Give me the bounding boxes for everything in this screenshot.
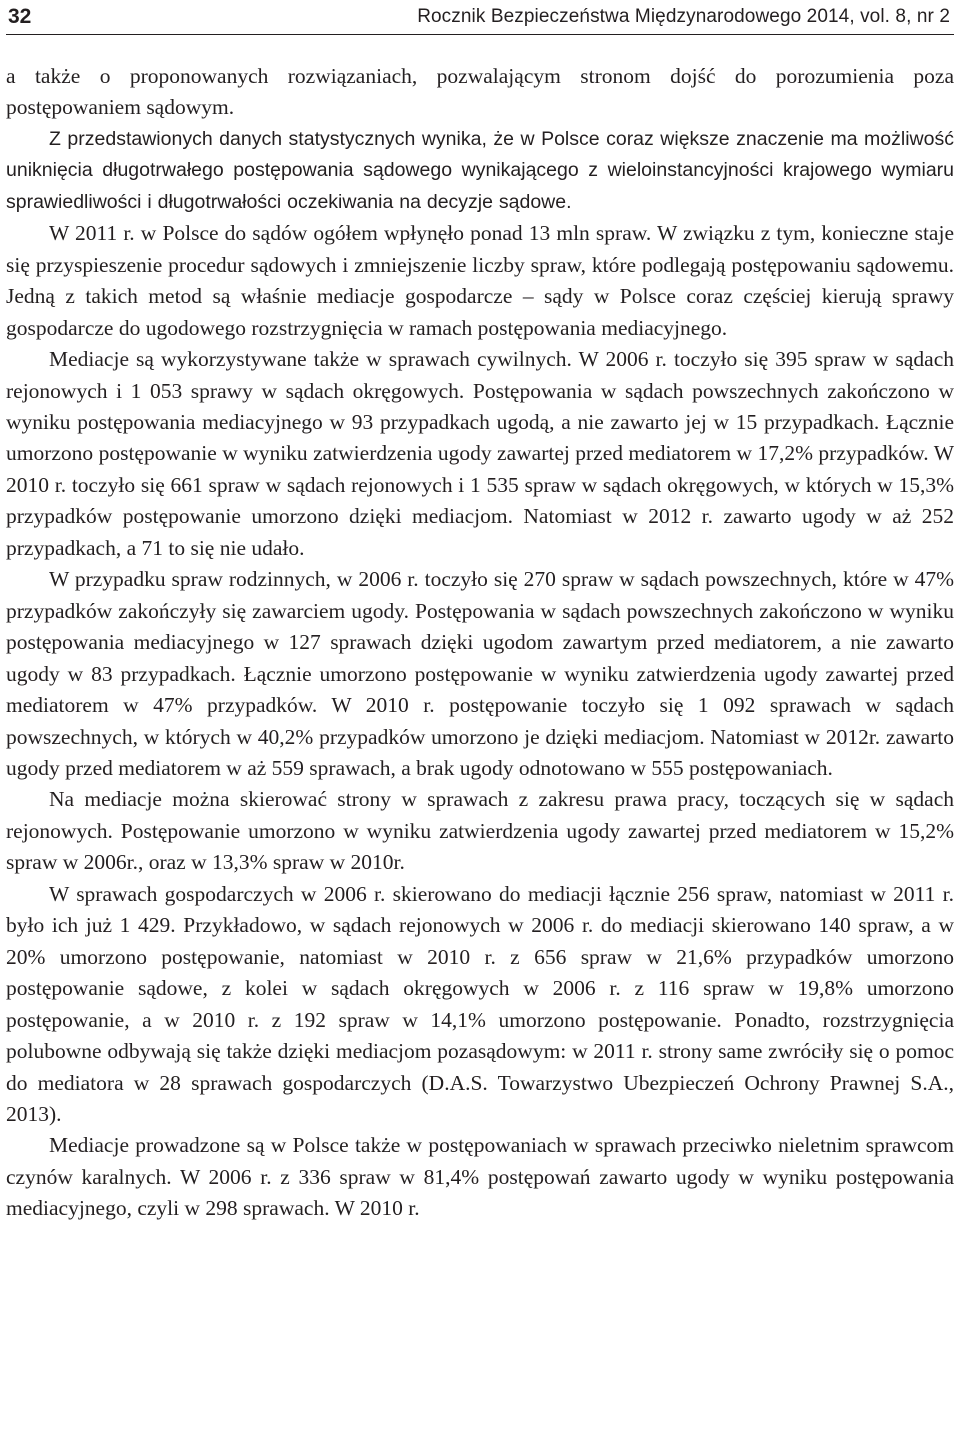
paragraph-continuation: a także o proponowanych rozwiązaniach, pozwalającym stronom dojść do porozumienia poza postępowaniem sądowym. <box>6 64 954 120</box>
paragraph-statistics-intro: Z przedstawionych danych statystycznych wynika, że w Polsce coraz większe znaczenie ma możliwość uniknięcia długotrwałego postępowania sądowego wynikającego z wieloinstancyjności krajowego wymiaru sprawiedliwości i długotrwałości oczekiwania na decyzje sądowe. <box>6 127 954 213</box>
body-text <box>6 61 954 1225</box>
paragraph-juvenile-cases: Mediacje prowadzone są w Polsce także w postępowaniach w sprawach przeciwko nieletnim sprawcom czynów karalnych. W 2006 r. z 336 spraw w 81,4% postępowań zawarto ugody w wyniku postępowania mediacyjnego, czyli w 298 sprawach. W 2010 r. <box>6 1133 954 1221</box>
paragraph-commercial-cases: W sprawach gospodarczych w 2006 r. skierowano do mediacji łącznie 256 spraw, natomiast w 2011 r. było ich już 1 429. Przykładowo, w sądach rejonowych w 2006 r. do mediacji skierowano 140 spraw, a w 20% umorzono postępowanie, natomiast w 2010 r. z 656 spraw w 21,6% przypadków umorzono postępowanie sądowe, z kolei w sądach okręgowych w 2006 r. z 116 spraw w 19,8% umorzono postępowanie, a w 2010 r. z 192 spraw w 14,1% umorzono postępowanie. Ponadto, rozstrzygnięcia polubowne odbywają się także dzięki mediacjom pozasądowym: w 2011 r. strony same zwróciły się o pomoc do mediatora w 28 sprawach gospodarczych (D.A.S. Towarzystwo Ubezpieczeń Ochrony Prawnej S.A., 2013). <box>6 881 954 1126</box>
paragraph-civil-cases: Mediacje są wykorzystywane także w sprawach cywilnych. W 2006 r. toczyło się 395 spraw w sądach rejonowych i 1 053 sprawy w sądach okręgowych. Postępowania w sądach powszechnych zakończono w wyniku postępowania mediacyjnego w 93 przypadkach ugodą, a nie zawarto jej w 15 przypadkach. Łącznie umorzono postępowanie w wyniku zatwierdzenia ugody zawartej przed mediatorem w 17,2% przypadków. W 2010 r. toczyło się 661 spraw w sądach rejonowych i 1 535 spraw w sądach okręgowych, w których w 15,3% przypadków postępowanie umorzono dzięki mediacjom. Natomiast w 2012 r. zawarto ugody w aż 252 przypadkach, a 71 to się nie udało. <box>6 347 954 560</box>
paragraph-family-cases: W przypadku spraw rodzinnych, w 2006 r. toczyło się 270 spraw w sądach powszechnych, które w 47% przypadków zakończyły się zawarciem ugody. Postępowania w sądach powszechnych zakończono w wyniku postępowania mediacyjnego w 127 sprawach dzięki ugodom zawartym przed mediatorem, a nie zawarto ugody w 83 przypadkach. Łącznie umorzono postępowanie w wyniku zatwierdzenia ugody zawartej przed mediatorem w 47% przypadków. W 2010 r. postępowanie toczyło się 1 092 sprawach w sądach powszechnych, w których w 40,2% przypadków umorzono je dzięki mediacjom. Natomiast w 2012r. zawarto ugody przed mediatorem w aż 559 sprawach, a brak ugody odnotowano w 555 postępowaniach. <box>6 567 954 780</box>
paragraph-2011-cases: W 2011 r. w Polsce do sądów ogółem wpłynęło ponad 13 mln spraw. W związku z tym, konieczne staje się przyspieszenie procedur sądowych i zmniejszenie liczby spraw, które podlegają postępowaniu sądowemu. Jedną z takich metod są właśnie mediacje gospodarcze – sądy w Polsce coraz częściej kierują sprawy gospodarcze do ugodowego rozstrzygnięcia w ramach postępowania mediacyjnego. <box>6 221 954 340</box>
paragraph-labour-cases: Na mediacje można skierować strony w sprawach z zakresu prawa pracy, toczących się w sądach rejonowych. Postępowanie umorzono w wyniku zatwierdzenia ugody zawartej przed mediatorem w 15,2% spraw w 2006r., oraz w 13,3% spraw w 2010r. <box>6 787 954 875</box>
journal-title: Rocznik Bezpieczeństwa Międzynarodowego 2014, vol. 8, nr 2 <box>417 6 950 27</box>
page-number: 32 <box>8 5 32 28</box>
running-header <box>6 0 954 35</box>
